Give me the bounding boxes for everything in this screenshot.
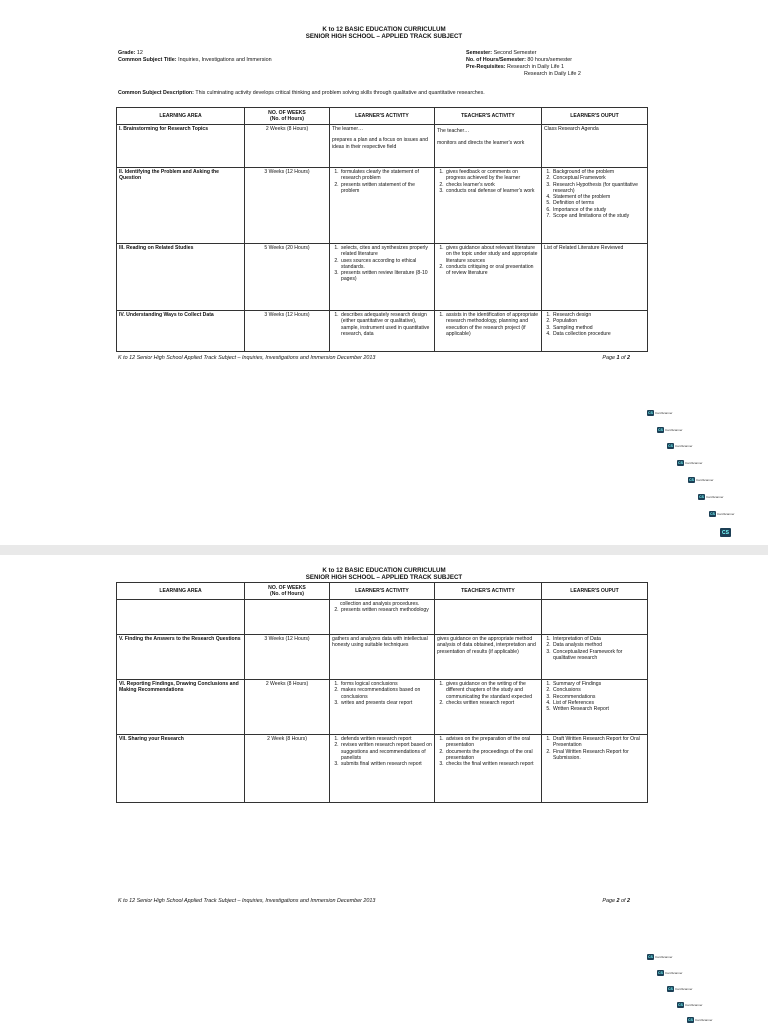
scanner-watermark: CS CamScanner [648,955,673,959]
subject-title-value: Inquiries, Investigations and Immersion [178,57,272,63]
prerequisites-line [466,64,564,71]
learner-activity-cell: collection and analysis procedures. 2. presents written research methodology [330,600,435,635]
learner-output-cell [542,735,648,803]
footer-text: K to 12 Senior High School Applied Track Subject – Inquiries, Investigations and Immersion December 2013 [118,898,376,904]
list-item: 2. Data analysis method [552,642,645,648]
hours-label: No. of Hours/Semester: [466,57,526,63]
table-row [117,600,648,635]
teacher-activity-cell [435,600,542,635]
weeks-cell: 3 Weeks (12 Hours) [245,168,330,244]
document-page-2 [0,555,768,1024]
learner-activity-cell [330,244,435,311]
list-item: 1. Research design [552,312,645,318]
learner-activity-cell [330,311,435,352]
description-label: Common Subject Description: [118,90,194,96]
weeks-cell: 3 Weeks (12 Hours) [245,635,330,680]
curriculum-subtitle: SENIOR HIGH SCHOOL – APPLIED TRACK SUBJECT [305,33,463,40]
list-item: 3. conducts oral defense of learner's work [445,188,539,194]
header-learner-output: LEARNER'S OUPUT [542,108,648,125]
curriculum-table-page-2 [116,582,648,803]
weeks-cell: 5 Weeks (20 Hours) [245,244,330,311]
list-item: 3. Research Hypothesis (for quantitative research) [552,182,645,195]
scanner-logo-icon: CS [678,1003,683,1007]
scanner-logo-icon: CS [658,428,663,432]
list-item: 2. checks learner's work [445,182,539,188]
scanner-watermark: CS CamScanner [710,512,735,516]
list-item: 3. submits final written research report [340,761,432,767]
table-row [117,125,648,168]
list-item: 1. Background of the problem [552,169,645,175]
list-item: 2. Conceptual Framework [552,175,645,181]
weeks-cell: 2 Weeks (8 Hours) [245,125,330,168]
list-item: 2. presents written statement of the problem [340,182,432,195]
list-item: 1. Summary of Findings [552,681,645,687]
table-header-row [117,583,648,600]
semester-label: Semester: [466,50,493,56]
learner-output-cell [542,168,648,244]
page-number: Page 1 of 2 [602,355,630,361]
grade-value: 12 [136,50,143,56]
learning-area-cell: II. Identifying the Problem and Asking the Question [117,168,245,244]
page-footer [118,898,630,904]
scanner-watermark: CS CamScanner [699,495,724,499]
table-row [117,635,648,680]
list-item: 2. makes recommendations based on conclusions [340,687,432,700]
scanner-watermark [720,528,731,537]
table-row [117,244,648,311]
subject-title-line [118,57,272,64]
scanner-logo-icon: CS [668,987,673,991]
table-header-row [117,108,648,125]
scanner-watermark: CS CamScanner [678,461,703,465]
list-item: 2. documents the proceedings of the oral presentation [445,749,539,762]
learning-area-cell: IV. Understanding Ways to Collect Data [117,311,245,352]
learning-area-cell: V. Finding the Answers to the Research Questions [117,635,245,680]
list-item: 2. Final Written Research Report for Submission. [552,749,645,762]
list-item: 2. Conclusions [552,687,645,693]
list-item: 2. checks written research report [445,700,539,706]
learner-activity-cell [330,680,435,735]
scanner-logo-icon: CS [678,461,683,465]
learner-activity-cell: The learner… prepares a plan and a focus on issues and ideas in their respective field [330,125,435,168]
scanner-watermark: CS CamScanner [689,478,714,482]
list-item: 2. revises written research report based on suggestions and recommendations of panelists [340,742,432,761]
footer-text: K to 12 Senior High School Applied Track Subject – Inquiries, Investigations and Immersion December 2013 [118,355,376,361]
weeks-cell: 3 Weeks (12 Hours) [245,311,330,352]
grade-line [118,50,143,57]
list-item: 6. Importance of the study [552,207,645,213]
scanner-watermark: CS CamScanner [658,971,683,975]
teacher-activity-cell [435,244,542,311]
header-weeks: NO. OF WEEKS (No. of Hours) [245,108,330,125]
hours-value: 80 hours/semester [527,57,573,63]
table-row [117,680,648,735]
teacher-activity-cell [435,311,542,352]
scanner-logo-icon: CS [710,512,715,516]
header-learning-area: LEARNING AREA [117,583,245,600]
list-item: 2. Population [552,318,645,324]
list-item: 2. conducts critiquing or oral presentation of review literature [445,264,539,277]
list-item: 5. Definition of terms [552,200,645,206]
learning-area-cell: VII. Sharing your Research [117,735,245,803]
learner-output-cell [542,311,648,352]
scanner-logo-icon: CS [658,971,663,975]
semester-value: Second Semester [493,50,537,56]
prerequisite-1: Research in Daily Life 1 [507,64,564,70]
list-item: 1. selects, cites and synthesizes properly related literature [340,245,432,258]
list-item: 1. Interpretation of Data [552,636,645,642]
list-item: 3. writes and presents clear report [340,700,432,706]
teacher-activity-cell: gives guidance on the appropriate method analysis of data obtained, interpretation and presentation of results (if applicable) [435,635,542,680]
list-item: 4. List of References [552,700,645,706]
list-item: 1. forms logical conclusions [340,681,432,687]
page-number: Page 2 of 2 [602,898,630,904]
list-item: 1. gives guidance on the writing of the different chapters of the study and communicating the standard expected [445,681,539,700]
list-item: 7. Scope and limitations of the study [552,213,645,219]
weeks-cell [245,600,330,635]
scanner-watermark: CS CamScanner [688,1018,713,1022]
curriculum-subtitle: SENIOR HIGH SCHOOL – APPLIED TRACK SUBJECT [305,574,463,581]
list-item: 1. gives feedback or comments on progress achieved by the learner [445,169,539,182]
list-item: 3. Recommendations [552,694,645,700]
scanner-logo-icon: CS [699,495,704,499]
learner-output-cell [542,635,648,680]
learner-output-cell: List of Related Literature Reviewed [542,244,648,311]
list-item: 1. gives guidance about relevant literature on the topic under study and appropriate literature sources [445,245,539,264]
list-item: 2. presents written research methodology [340,607,432,613]
scanner-logo-icon: CS [689,478,694,482]
header-teacher-activity: TEACHER'S ACTIVITY [435,108,542,125]
weeks-cell: 2 Week (8 Hours) [245,735,330,803]
list-item: 4. Data collection procedure [552,331,645,337]
list-item: 1. Draft Written Research Report for Oral Presentation [552,736,645,749]
subject-description [118,90,485,96]
table-row [117,735,648,803]
list-item: 3. checks the final written research report [445,761,539,767]
scanner-watermark: CS CamScanner [668,444,693,448]
curriculum-title: K to 12 BASIC EDUCATION CURRICULUM [322,567,446,574]
teacher-activity-cell [435,680,542,735]
curriculum-table-page-1 [116,107,648,352]
table-row [117,168,648,244]
scanner-watermark: CS CamScanner [658,428,683,432]
list-item: 3. Conceptualized Framework for qualitative research [552,649,645,662]
list-item: 1. assists in the identification of appropriate research methodology, planning and execution of the research project (if applicable) [445,312,539,337]
list-item: 1. describes adequately research design (either quantitative or qualitative), sample, instrument used in quantitative research, data [340,312,432,337]
weeks-cell: 2 Weeks (8 Hours) [245,680,330,735]
list-item: 1. defends written research report [340,736,432,742]
list-item: 4. Statement of the problem [552,194,645,200]
learning-area-cell: III. Reading on Related Studies [117,244,245,311]
description-text: This culminating activity develops critical thinking and problem solving skills through qualitative and quantitative researches. [195,90,485,96]
semester-line [466,50,536,57]
header-learner-output: LEARNER'S OUPUT [542,583,648,600]
hours-line [466,57,572,64]
header-weeks: NO. OF WEEKS (No. of Hours) [245,583,330,600]
curriculum-title: K to 12 BASIC EDUCATION CURRICULUM [322,26,446,33]
scanner-logo-icon: CS [688,1018,693,1022]
scanner-logo-icon: CS [648,955,653,959]
scanner-logo-icon: CS [720,528,731,537]
list-item: 3. presents written review literature (8-10 pages) [340,270,432,283]
scanner-logo-icon: CS [668,444,673,448]
learning-area-cell: VI. Reporting Findings, Drawing Conclusions and Making Recommendations [117,680,245,735]
list-item: 1. formulates clearly the statement of research problem [340,169,432,182]
learner-output-cell [542,680,648,735]
scanner-watermark: CS CamScanner [678,1003,703,1007]
teacher-activity-cell: The teacher… monitors and directs the learner's work [435,125,542,168]
prerequisite-2: Research in Daily Life 2 [524,71,581,77]
learner-activity-cell: gathers and analyzes data with intellectual honesty using suitable techniques [330,635,435,680]
teacher-activity-cell [435,168,542,244]
scanner-watermark: CS CamScanner [668,987,693,991]
learner-activity-cell [330,735,435,803]
list-item: 5. Written Research Report [552,706,645,712]
header-learner-activity: LEARNER'S ACTIVITY [330,108,435,125]
prerequisites-label: Pre-Requisites: [466,64,506,70]
learner-output-cell: Class Research Agenda [542,125,648,168]
grade-label: Grade: [118,50,136,56]
learning-area-cell [117,600,245,635]
page-footer [118,355,630,361]
list-item: 3. Sampling method [552,325,645,331]
scanner-watermark: CS CamScanner [648,411,673,415]
list-item: 2. uses sources according to ethical standards. [340,258,432,271]
learner-activity-cell [330,168,435,244]
scanner-logo-icon: CS [648,411,653,415]
learning-area-cell: I. Brainstorming for Research Topics [117,125,245,168]
header-learning-area: LEARNING AREA [117,108,245,125]
subject-title-label: Common Subject Title: [118,57,177,63]
header-learner-activity: LEARNER'S ACTIVITY [330,583,435,600]
header-teacher-activity: TEACHER'S ACTIVITY [435,583,542,600]
teacher-activity-cell [435,735,542,803]
list-item: 1. advises on the preparation of the oral presentation [445,736,539,749]
table-row [117,311,648,352]
learner-output-cell [542,600,648,635]
